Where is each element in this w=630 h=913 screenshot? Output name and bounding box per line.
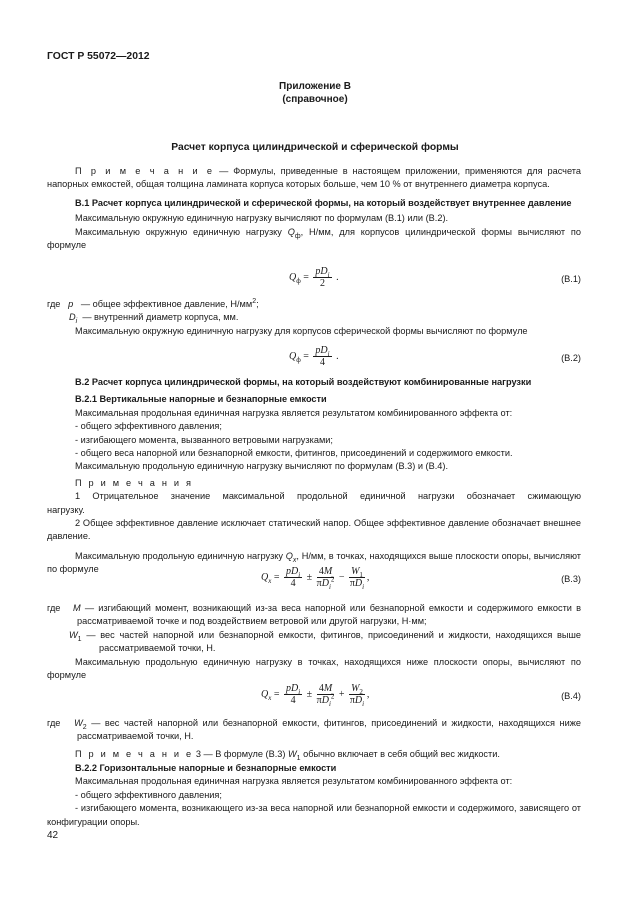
b21-heading: В.2.1 Вертикальные напорные и безнапорные емкости [75,394,327,405]
formula-b4 [47,683,581,711]
b1-paragraph-1: Максимальную окружную единичную нагрузку вычисляют по формулам (В.1) или (В.2). [75,213,449,224]
page-number: 42 [47,830,59,841]
formula-b1-expression: $Q_ф$ = $\frac{pD_i}{2}$ . [289,266,339,289]
formula-b2 [47,345,581,373]
where-p: где p — общее эффективное давление, $Н/мм^2$; [47,297,259,309]
section-b1 [47,197,581,253]
standard-header: ГОСТ Р 55072—2012 [47,51,150,62]
section-b22 [47,762,581,829]
b22-heading: В.2.2 Горизонтальные напорные и безнапорные емкости [75,763,337,773]
where-block-1 [47,298,581,338]
b21-paragraph-1: Максимальная продольная единичная нагрузка является результатом комбинированного эффекта от: [75,407,513,418]
note-3: П р и м е ч а н и е 3 — В формуле (В.3) $W_1$ обычно включает в себя общий вес жидкости. [75,748,500,762]
formula-b2-number: (В.2) [561,353,581,363]
where-block-3 [47,602,581,682]
appendix-type: (справочное) [282,94,348,105]
b21-list-item-1: - общего эффективного давления; [75,421,222,432]
formula-b3-expression: $Q_x$ = $\frac{pD_i}{4}$ ± $\frac{4M}{\pi D_i^2}$ − $\frac{W_1}{\pi D_i}$ , [261,566,370,591]
formula-b1 [47,266,581,294]
b22-list-item-1: - общего эффективного давления; [75,789,222,800]
where-m: где M — изгибающий момент, возникающий из-за веса напорной или безнапорной емкости и содержимого емкости в рассматриваемой точке и под воздействием ветровой или другой нагрузки, Н·мм; [47,603,581,627]
b1-paragraph-3: Максимальную окружную единичную нагрузку для корпусов сферической формы вычисляют по формуле [75,325,528,336]
appendix-label: Приложение В [279,81,351,92]
where-w2: где $W_2$ — вес частей напорной или безнапорной емкости, фитингов, присоединений и жидкости, находящихся ниже рассматриваемой точки, Н. [47,718,581,742]
where-di: $D_i$ — внутренний диаметр корпуса, мм. [69,312,239,326]
notes-label: П р и м е ч а н и я [75,477,194,488]
appendix-heading [0,80,630,106]
section-title: Расчет корпуса цилиндрической и сферической формы [171,142,459,153]
formula-b3 [47,566,581,594]
formula-b4-expression: $Q_x$ = $\frac{pD_i}{4}$ ± $\frac{4M}{\pi D_i^2}$ + $\frac{W_2}{\pi D_i}$ , [261,683,370,708]
section-b2 [47,376,581,577]
b2-heading: В.2 Расчет корпуса цилиндрической формы, на который воздействуют комбинированные нагрузки [75,377,532,387]
formula-b4-number: (В.4) [561,691,581,701]
note-1: 1 Отрицательное значение максимальной продольной единичной нагрузки обозначает сжимающую нагрузку. [47,491,581,515]
b1-heading: В.1 Расчет корпуса цилиндрической и сферической формы, на который воздействует внутреннее давление [75,198,572,208]
b22-paragraph-1: Максимальная продольная единичная нагрузка является результатом комбинированного эффекта от: [75,776,513,787]
formula-b3-number: (В.3) [561,574,581,584]
b1-paragraph-2: Максимальную окружную единичную нагрузку $Q_ф$, Н/мм, для корпусов цилиндрической формы вычисляют по формуле [47,226,582,251]
note-body: — Формулы, приведенные в настоящем приложении, применяются для расчета напорных емкостей, общая толщина ламината корпуса которых больше, чем 10 % от внутреннего диаметра корпуса. [47,166,581,190]
formula-b1-number: (В.1) [561,274,581,284]
note-2: 2 Общее эффективное давление исключает статический напор. Общее эффективное давление обозначает внешнее давление. [47,518,581,542]
b21-list-item-3: - общего веса напорной или безнапорной емкости, фитингов, присоединений и содержимого емкости. [75,448,513,459]
formula-b2-expression: $Q_ф$ = $\frac{pD_i}{4}$ . [289,345,339,368]
where-block-4 [47,717,581,761]
b21-paragraph-2: Максимальную продольную единичную нагрузку вычисляют по формулам (В.3) и (В.4). [75,461,448,472]
b21-paragraph-4: Максимальную продольную единичную нагрузку в точках, находящихся ниже плоскости опоры, вычисляют по формуле [47,656,581,681]
b21-paragraph-3: Максимальную продольную единичную нагрузку $Q_x$, Н/мм, в точках, находящихся выше плоскости опоры, вычисляют по формуле [47,550,581,575]
note-label: П р и м е ч а н и е [75,166,215,176]
intro-note [47,165,581,192]
where-w1: $W_1$ — вес частей напорной или безнапорной емкости, фитингов, присоединений и жидкости, находящихся выше рассматриваемой точки, Н. [69,629,581,654]
b22-list-item-2: - изгибающего момента, возникающего из-за веса напорной или безнапорной емкости и содержимого, зависящего от конфигурации опоры. [47,803,581,827]
b21-list-item-2: - изгибающего момента, вызванного ветровыми нагрузками; [75,434,333,445]
